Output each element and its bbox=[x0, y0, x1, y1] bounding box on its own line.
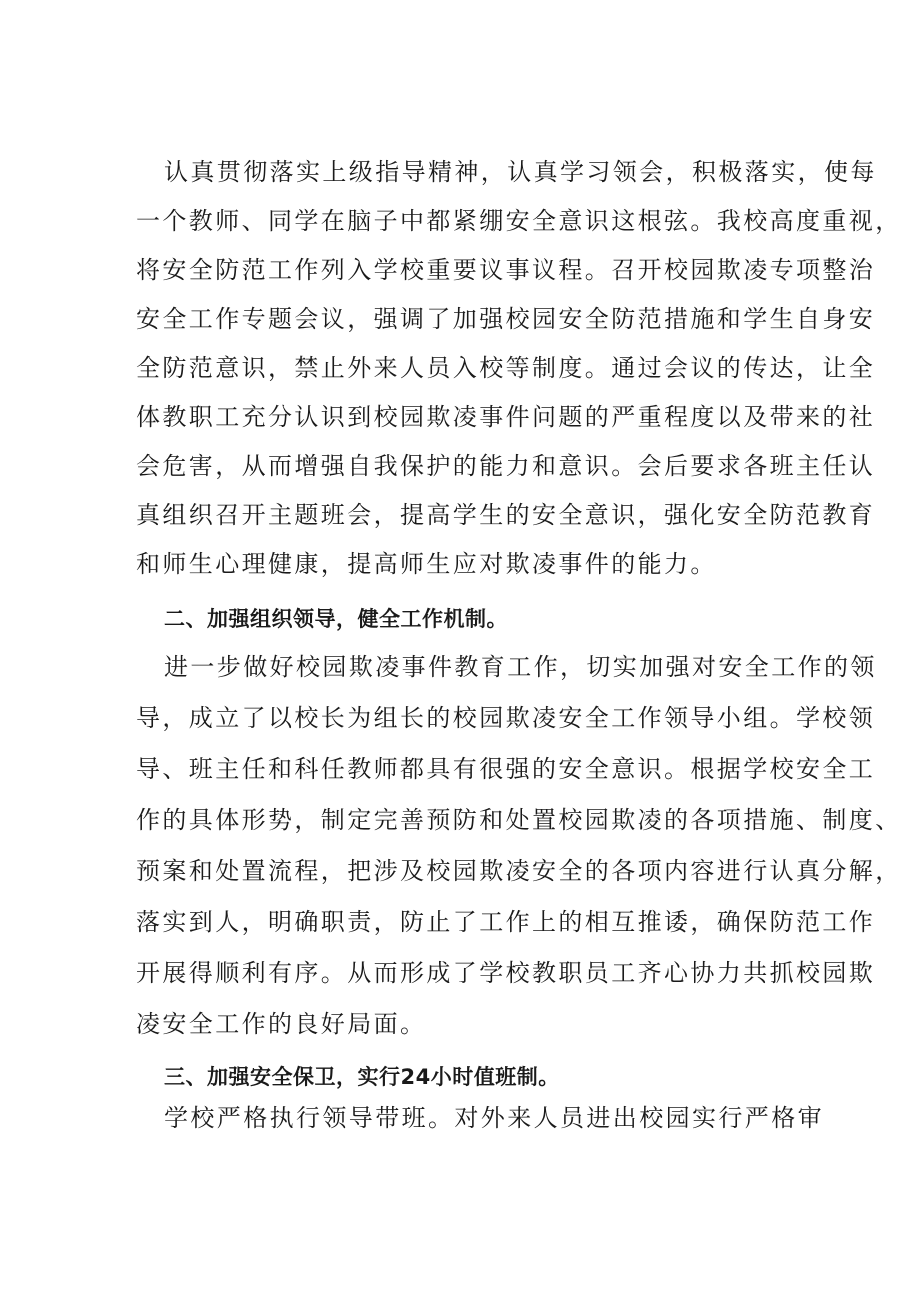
paragraph-1-line-6: 体教职工充分认识到校园欺凌事件问题的严重程度以及带来的社 bbox=[136, 403, 876, 431]
paragraph-1-line-4: 安全工作专题会议，强调了加强校园安全防范措施和学生自身安 bbox=[136, 305, 876, 333]
paragraph-1-line-3: 将安全防范工作列入学校重要议事议程。召开校园欺凌专项整治 bbox=[136, 256, 876, 284]
paragraph-1-line-2: 一个教师、同学在脑子中都紧绷安全意识这根弦。我校高度重视， bbox=[136, 207, 902, 235]
paragraph-1-line-1: 认真贯彻落实上级指导精神，认真学习领会，积极落实，使每 bbox=[164, 158, 877, 186]
section-heading-3: 三、加强安全保卫，实行24小时值班制。 bbox=[164, 1065, 560, 1089]
paragraph-2-line-1: 进一步做好校园欺凌事件教育工作，切实加强对安全工作的领 bbox=[164, 653, 877, 681]
paragraph-2-line-7: 开展得顺利有序。从而形成了学校教职员工齐心协力共抓校园欺 bbox=[136, 959, 876, 987]
paragraph-1-line-7: 会危害，从而增强自我保护的能力和意识。会后要求各班主任认 bbox=[136, 452, 876, 480]
paragraph-2-line-6: 落实到人，明确职责，防止了工作上的相互推诿，确保防范工作 bbox=[136, 908, 876, 936]
paragraph-1-line-8: 真组织召开主题班会，提高学生的安全意识，强化安全防范教育 bbox=[136, 501, 876, 529]
section-heading-2: 二、加强组织领导，健全工作机制。 bbox=[164, 607, 508, 631]
paragraph-2-line-8: 凌安全工作的良好局面。 bbox=[136, 1010, 427, 1038]
paragraph-2-line-3: 导、班主任和科任教师都具有很强的安全意识。根据学校安全工 bbox=[136, 755, 876, 783]
paragraph-2-line-4: 作的具体形势，制定完善预防和处置校园欺凌的各项措施、制度、 bbox=[136, 806, 902, 834]
paragraph-1-line-9: 和师生心理健康，提高师生应对欺凌事件的能力。 bbox=[136, 550, 717, 578]
paragraph-2-line-2: 导，成立了以校长为组长的校园欺凌安全工作领导小组。学校领 bbox=[136, 704, 876, 732]
paragraph-2-line-5: 预案和处置流程，把涉及校园欺凌安全的各项内容进行认真分解， bbox=[136, 857, 902, 885]
paragraph-1-line-5: 全防范意识，禁止外来人员入校等制度。通过会议的传达，让全 bbox=[136, 354, 876, 382]
paragraph-3-line-1: 学校严格执行领导带班。对外来人员进出校园实行严格审 bbox=[164, 1104, 824, 1132]
